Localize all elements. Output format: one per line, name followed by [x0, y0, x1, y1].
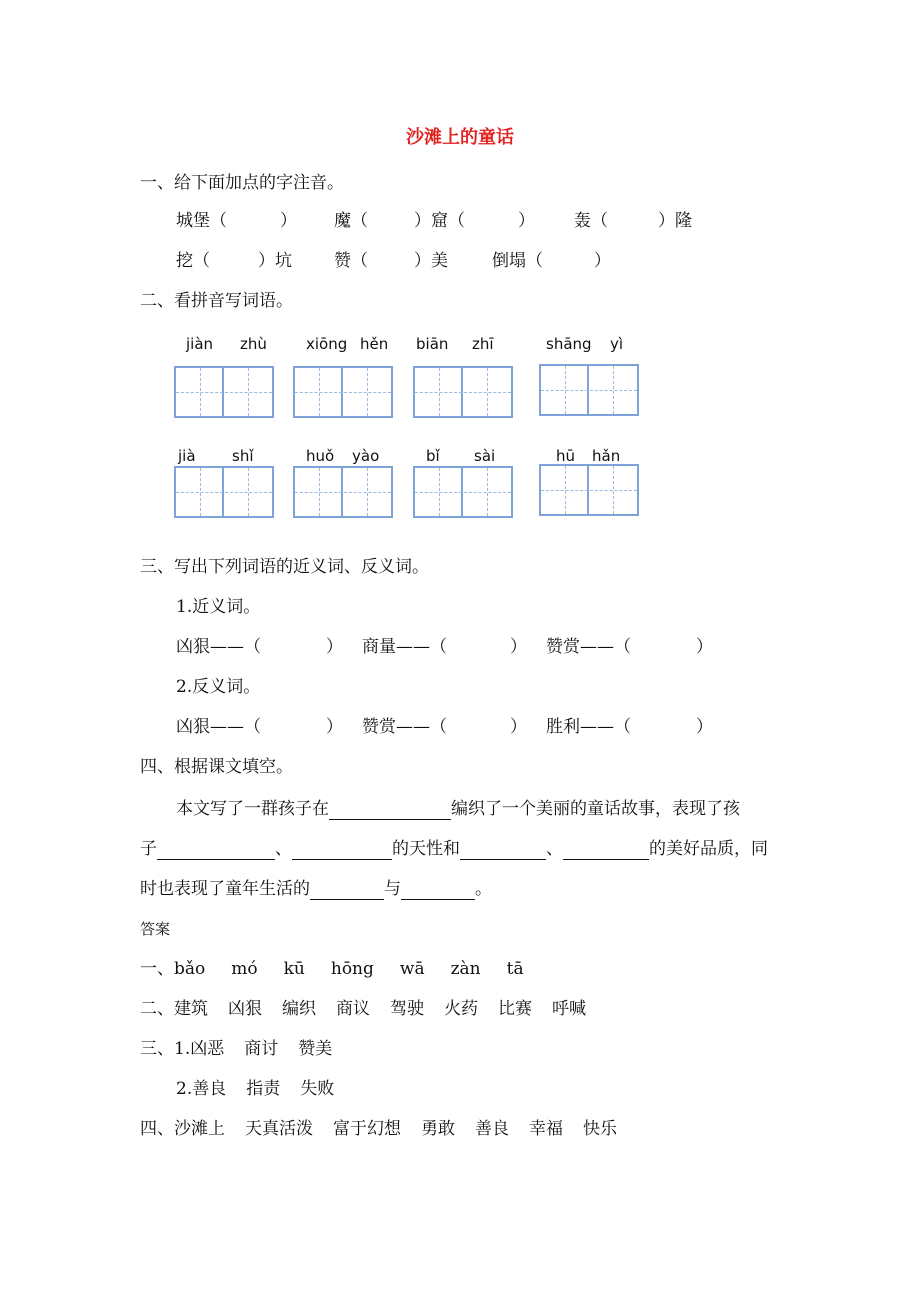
q1-heading: 一、给下面加点的字注音。 — [140, 173, 344, 193]
writing-grid[interactable] — [539, 464, 639, 516]
q1-item-wa: 挖（ — [176, 251, 210, 271]
answer-item: 幸福 — [529, 1119, 563, 1139]
q4-text: 时也表现了童年生活的 — [140, 879, 310, 899]
q4-line2 — [140, 838, 768, 860]
q4-text: 编织了一个美丽的童话故事，表现了孩 — [451, 799, 740, 819]
answer-prefix: 三、 — [140, 1039, 174, 1059]
fill-blank[interactable] — [460, 841, 546, 860]
q4-text: 的美好品质，同 — [649, 839, 768, 859]
q3-sub2: 2.反义词。 — [176, 677, 261, 697]
q3-paren: ） — [510, 637, 527, 657]
answer-3-1 — [140, 1038, 332, 1060]
q4-text: 子 — [140, 839, 157, 859]
q1-paren: ） — [594, 251, 611, 271]
q1-item-daota: 倒塌（ — [492, 251, 543, 271]
answer-item: 呼喊 — [552, 999, 586, 1019]
q3-syn-1: 凶狠——（ — [176, 637, 261, 657]
q3-paren: ） — [326, 717, 343, 737]
answer-item: 比赛 — [498, 999, 532, 1019]
pinyin: yào — [352, 447, 380, 465]
pinyin: zhī — [472, 335, 494, 353]
pinyin: shāng — [546, 335, 592, 353]
answer-item: 勇敢 — [421, 1119, 455, 1139]
writing-grid[interactable] — [174, 366, 274, 418]
q1-paren: ） — [518, 211, 535, 231]
answer-item: 富于幻想 — [333, 1119, 401, 1139]
q4-heading: 四、根据课文填空。 — [140, 757, 293, 777]
q3-paren: ） — [510, 717, 527, 737]
q4-line3 — [140, 878, 492, 900]
answer-item: 善良 — [475, 1119, 509, 1139]
q3-heading: 三、写出下列词语的近义词、反义词。 — [140, 557, 429, 577]
fill-blank[interactable] — [563, 841, 649, 860]
pinyin: hěn — [360, 335, 389, 353]
q3-sub1: 1.近义词。 — [176, 597, 261, 617]
q3-ant-1: 凶狠——（ — [176, 717, 261, 737]
answer-item: 商讨 — [244, 1039, 279, 1059]
answer-item: tā — [506, 959, 524, 979]
writing-grid[interactable] — [413, 466, 513, 518]
q1-item-mo: 魔（ — [334, 211, 368, 231]
answer-item: 失败 — [300, 1079, 335, 1099]
q3-syn-2: 商量——（ — [362, 637, 447, 657]
answer-item: 沙滩上 — [174, 1119, 225, 1139]
pinyin: zhù — [240, 335, 267, 353]
answer-item: wā — [399, 959, 425, 979]
q4-text: 与 — [384, 879, 401, 899]
answer-item: bǎo — [174, 959, 206, 979]
answer-prefix: 二、 — [140, 999, 174, 1019]
answer-item: mó — [231, 959, 258, 979]
answer-item: hōng — [330, 959, 374, 979]
pinyin: hū — [556, 447, 576, 465]
answer-item: zàn — [450, 959, 481, 979]
q4-text: 、 — [275, 839, 292, 859]
pinyin: shǐ — [232, 447, 254, 465]
q1-paren: ） — [280, 211, 297, 231]
pinyin: xiōng — [306, 335, 348, 353]
writing-grid[interactable] — [174, 466, 274, 518]
answer-item: kū — [283, 959, 305, 979]
q1-item-ku: ）窟（ — [414, 211, 465, 231]
q1-item-chengbao: 城堡（ — [176, 211, 227, 231]
q1-item-long: ）隆 — [658, 211, 692, 231]
answer-2 — [140, 998, 586, 1020]
answer-1 — [140, 958, 524, 980]
pinyin: bǐ — [426, 447, 440, 465]
answer-item: 商议 — [336, 999, 370, 1019]
q3-ant-2: 赞赏——（ — [362, 717, 447, 737]
pinyin: biān — [416, 335, 449, 353]
q1-item-keng: ）坑 — [258, 251, 292, 271]
page-title: 沙滩上的童话 — [406, 127, 514, 148]
answer-item: 火药 — [444, 999, 478, 1019]
fill-blank[interactable] — [310, 881, 384, 900]
writing-grid[interactable] — [293, 366, 393, 418]
answer-prefix: 一、 — [140, 959, 174, 979]
answer-prefix: 四、 — [140, 1119, 174, 1139]
q3-paren: ） — [326, 637, 343, 657]
q4-text: 、 — [546, 839, 563, 859]
pinyin: yì — [610, 335, 624, 353]
writing-grid[interactable] — [413, 366, 513, 418]
q3-syn-3: 赞赏——（ — [546, 637, 631, 657]
answer-item: 编织 — [282, 999, 316, 1019]
pinyin: huǒ — [306, 447, 335, 465]
answer-item: 2.善良 — [176, 1079, 227, 1099]
answer-3-2 — [176, 1078, 334, 1100]
answers-label: 答案 — [140, 920, 171, 938]
q1-item-hong: 轰（ — [574, 211, 608, 231]
answer-item: 天真活泼 — [245, 1119, 313, 1139]
q3-ant-3: 胜利——（ — [546, 717, 631, 737]
answer-item: 指责 — [246, 1079, 281, 1099]
q4-text: 的天性和 — [392, 839, 460, 859]
writing-grid[interactable] — [293, 466, 393, 518]
pinyin: jià — [178, 447, 196, 465]
answer-item: 赞美 — [298, 1039, 333, 1059]
q4-line1 — [176, 798, 740, 820]
writing-grid[interactable] — [539, 364, 639, 416]
answer-4 — [140, 1118, 617, 1140]
fill-blank[interactable] — [329, 801, 451, 820]
q4-text: 。 — [475, 879, 492, 899]
fill-blank[interactable] — [292, 841, 392, 860]
answer-item: 建筑 — [174, 999, 208, 1019]
q3-paren: ） — [696, 637, 713, 657]
answer-item: 1.凶恶 — [174, 1039, 225, 1059]
pinyin: jiàn — [186, 335, 214, 353]
q4-text: 本文写了一群孩子在 — [176, 799, 329, 819]
answer-item: 驾驶 — [390, 999, 424, 1019]
pinyin: hǎn — [592, 447, 621, 465]
answer-item: 快乐 — [583, 1119, 617, 1139]
pinyin: sài — [474, 447, 496, 465]
q2-heading: 二、看拼音写词语。 — [140, 291, 293, 311]
answer-item: 凶狠 — [228, 999, 262, 1019]
q1-item-zan: 赞（ — [334, 251, 368, 271]
q1-item-mei: ）美 — [414, 251, 448, 271]
q3-paren: ） — [696, 717, 713, 737]
fill-blank[interactable] — [401, 881, 475, 900]
fill-blank[interactable] — [157, 841, 275, 860]
